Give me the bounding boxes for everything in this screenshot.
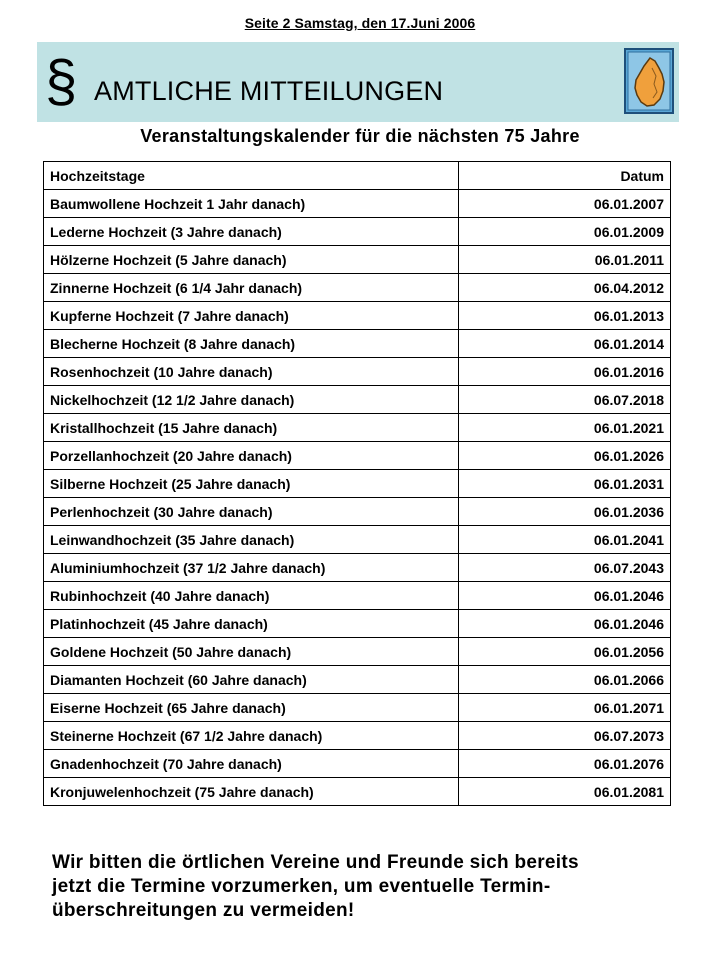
table-row	[44, 582, 671, 610]
anniversary-name: Hölzerne Hochzeit (5 Jahre danach)	[44, 246, 459, 274]
anniversary-name: Platinhochzeit (45 Jahre danach)	[44, 610, 459, 638]
anniversary-name: Lederne Hochzeit (3 Jahre danach)	[44, 218, 459, 246]
footer-line: jetzt die Termine vorzumerken, um eventuelle Termin-	[52, 876, 551, 897]
table-row	[44, 302, 671, 330]
anniversary-date: 06.01.2021	[459, 414, 671, 442]
anniversary-name: Baumwollene Hochzeit 1 Jahr danach)	[44, 190, 459, 218]
anniversary-name: Nickelhochzeit (12 1/2 Jahre danach)	[44, 386, 459, 414]
anniversary-date: 06.07.2073	[459, 722, 671, 750]
anniversary-name: Rosenhochzeit (10 Jahre danach)	[44, 358, 459, 386]
anniversary-name: Kronjuwelenhochzeit (75 Jahre danach)	[44, 778, 459, 806]
table-row	[44, 666, 671, 694]
table-row	[44, 526, 671, 554]
anniversary-name: Leinwandhochzeit (35 Jahre danach)	[44, 526, 459, 554]
anniversary-date: 06.01.2046	[459, 582, 671, 610]
table-row	[44, 778, 671, 806]
anniversary-date: 06.01.2036	[459, 498, 671, 526]
table-row	[44, 414, 671, 442]
anniversary-name: Porzellanhochzeit (20 Jahre danach)	[44, 442, 459, 470]
anniversary-date: 06.01.2071	[459, 694, 671, 722]
anniversary-date: 06.01.2066	[459, 666, 671, 694]
anniversary-date: 06.01.2076	[459, 750, 671, 778]
footer-line: Wir bitten die örtlichen Vereine und Freunde sich bereits	[52, 852, 579, 873]
anniversary-date: 06.01.2016	[459, 358, 671, 386]
anniversary-date: 06.01.2041	[459, 526, 671, 554]
anniversary-name: Zinnerne Hochzeit (6 1/4 Jahr danach)	[44, 274, 459, 302]
footer-line: überschreitungen zu vermeiden!	[52, 900, 355, 921]
anniversary-date: 06.01.2013	[459, 302, 671, 330]
table-row	[44, 442, 671, 470]
table-row	[44, 190, 671, 218]
table-row	[44, 722, 671, 750]
table-row	[44, 330, 671, 358]
footer-note	[52, 851, 692, 923]
anniversary-name: Silberne Hochzeit (25 Jahre danach)	[44, 470, 459, 498]
banner-title: AMTLICHE MITTEILUNGEN	[94, 76, 444, 106]
anniversary-date: 06.01.2014	[459, 330, 671, 358]
anniversary-date: 06.01.2011	[459, 246, 671, 274]
anniversary-date: 06.01.2046	[459, 610, 671, 638]
table-row	[44, 638, 671, 666]
table-row	[44, 358, 671, 386]
anniversary-date: 06.01.2026	[459, 442, 671, 470]
anniversary-date: 06.01.2081	[459, 778, 671, 806]
table-header-row	[44, 162, 671, 190]
anniversary-date: 06.04.2012	[459, 274, 671, 302]
anniversary-name: Kupferne Hochzeit (7 Jahre danach)	[44, 302, 459, 330]
anniversary-name: Goldene Hochzeit (50 Jahre danach)	[44, 638, 459, 666]
anniversary-name: Perlenhochzeit (30 Jahre danach)	[44, 498, 459, 526]
table-row	[44, 274, 671, 302]
table-row	[44, 470, 671, 498]
anniversary-date: 06.07.2043	[459, 554, 671, 582]
anniversary-name: Steinerne Hochzeit (67 1/2 Jahre danach)	[44, 722, 459, 750]
anniversary-date: 06.01.2007	[459, 190, 671, 218]
anniversary-date: 06.01.2009	[459, 218, 671, 246]
column-header-anniversary: Hochzeitstage	[44, 162, 459, 190]
anniversary-date: 06.01.2056	[459, 638, 671, 666]
anniversary-name: Blecherne Hochzeit (8 Jahre danach)	[44, 330, 459, 358]
table-row	[44, 386, 671, 414]
anniversary-date: 06.01.2031	[459, 470, 671, 498]
table-row	[44, 610, 671, 638]
paragraph-sign: §	[45, 49, 78, 114]
anniversary-name: Aluminiumhochzeit (37 1/2 Jahre danach)	[44, 554, 459, 582]
anniversary-name: Eiserne Hochzeit (65 Jahre danach)	[44, 694, 459, 722]
wedding-anniversary-table	[43, 161, 671, 806]
calendar-subtitle: Veranstaltungskalender für die nächsten 75 Jahre	[140, 126, 580, 146]
anniversary-name: Rubinhochzeit (40 Jahre danach)	[44, 582, 459, 610]
table-row	[44, 554, 671, 582]
table-row	[44, 498, 671, 526]
anniversary-name: Kristallhochzeit (15 Jahre danach)	[44, 414, 459, 442]
column-header-date: Datum	[459, 162, 671, 190]
table-row	[44, 750, 671, 778]
banner	[37, 42, 679, 122]
page-header: Seite 2 Samstag, den 17.Juni 2006	[244, 15, 476, 31]
table-row	[44, 246, 671, 274]
anniversary-name: Gnadenhochzeit (70 Jahre danach)	[44, 750, 459, 778]
table-row	[44, 694, 671, 722]
anniversary-date: 06.07.2018	[459, 386, 671, 414]
map-crest-icon	[624, 48, 674, 114]
table-row	[44, 218, 671, 246]
anniversary-name: Diamanten Hochzeit (60 Jahre danach)	[44, 666, 459, 694]
